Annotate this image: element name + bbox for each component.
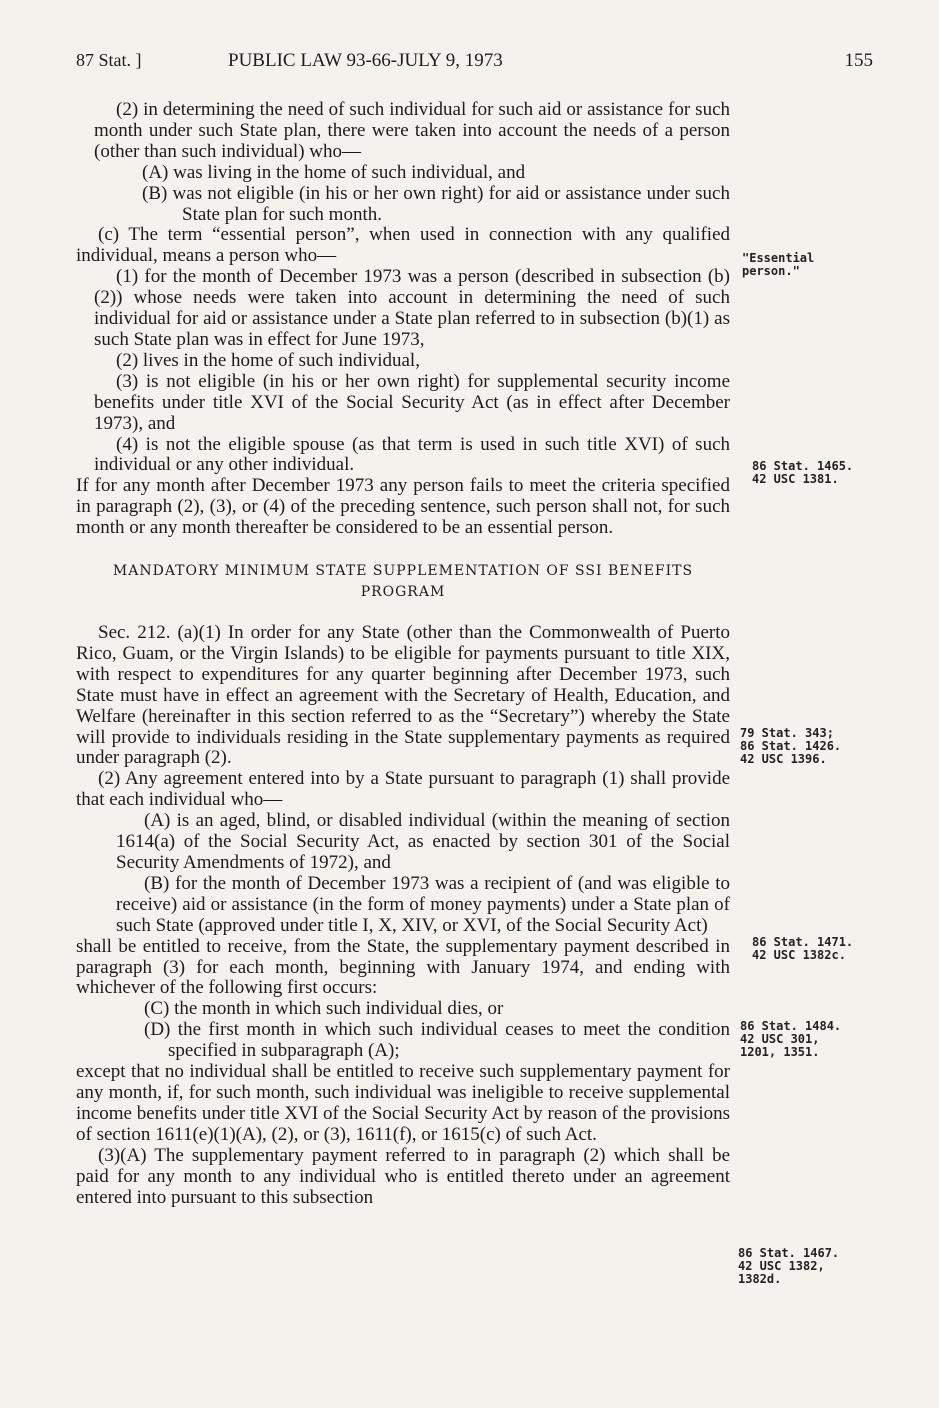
paragraph-a3: (3)(A) The supplementary payment referred to in paragraph (2) which shall be paid for any month to any individual who is entitled thereto under an agreement entered into pursuant to this subsection <box>76 1144 730 1208</box>
paragraph-c2: (2) lives in the home of such individual, <box>116 349 420 371</box>
paragraph-c3: (3) is not eligible (in his or her own right) for supplemental security income benefits under title XVI of the Social Security Act (as in effect after December 1973), and <box>94 370 730 434</box>
running-title: PUBLIC LAW 93-66-JULY 9, 1973 <box>228 50 503 71</box>
paragraph-a2: (2) Any agreement entered into by a State pursuant to paragraph (1) shall provide that each individual who— <box>76 768 730 811</box>
paragraph-c-closing: If for any month after December 1973 any person fails to meet the criteria specified in paragraph (2), (3), or (4) of the preceding sentence, such person shall not, for such month or any month thereafter be considered to be an essential person. <box>76 475 730 539</box>
paragraph-c1: (1) for the month of December 1973 was a person (described in subsection (b)(2)) whose needs were taken into account in determining the need of such individual for aid or assistance under a State plan referred to in subsection (b)(1) as such State plan was in effect for June 1973, <box>94 266 730 350</box>
paragraph-a2b: (B) for the month of December 1973 was a recipient of (and was eligible to receive) aid or assistance (in the form of money payments) under a State plan of such State (approved under title I, X, XIV, or XVI, of the Social Security Act) <box>116 872 730 936</box>
margin-note-citation: 86 Stat. 1467. 42 USC 1382, 1382d. <box>738 1246 840 1286</box>
stat-reference: 87 Stat. ] <box>76 50 142 70</box>
page-header <box>76 50 876 80</box>
paragraph-a2c: (C) the month in which such individual dies, or <box>144 998 504 1020</box>
page-body <box>76 100 730 1208</box>
paragraph-b2: (2) in determining the need of such individual for such aid or assistance for such month under such State plan, there were taken into account the needs of a person (other than such individual) who— <box>94 99 730 162</box>
paragraph-a2-exception: except that no individual shall be entitled to receive such supplementary payment for any month, if, for such month, such individual was ineligible to receive supplemental income benefits under title XVI of the Social Security Act by reason of the provisions of section 1611(e)(1)(A), (2), or (3), 1611(f), or 1615(c) of such Act. <box>76 1061 730 1145</box>
paragraph-c4: (4) is not the eligible spouse (as that term is used in such title XVI) of such individual or any other individual. <box>94 433 730 476</box>
margin-note-citation: 86 Stat. 1465. 42 USC 1381. <box>752 459 854 486</box>
paragraph-a2d: (D) the first month in which such individual ceases to meet the condition specified in subparagraph (A); <box>144 1019 730 1062</box>
margin-note-citation: 79 Stat. 343; 86 Stat. 1426. 42 USC 1396. <box>740 726 842 766</box>
paragraph-b2a: (A) was living in the home of such individual, and <box>142 161 526 183</box>
paragraph-sec212a: Sec. 212. (a)(1) In order for any State (other than the Commonwealth of Puerto Rico, Guam, or the Virgin Islands) to be eligible for payments pursuant to title XIX, with respect to expenditures for any quarter beginning after December 1973, such State must have in effect an agreement with the Secretary of Health, Education, and Welfare (hereinafter in this section referred to as the “Secretary”) whereby the State will provide to individuals residing in the State supplementary payments as required under paragraph (2). <box>76 622 730 769</box>
section-heading: MANDATORY MINIMUM STATE SUPPLEMENTATION OF SSI BENEFITS PROGRAM <box>112 563 694 601</box>
paragraph-c: (c) The term “essential person”, when used in connection with any qualified individual, means a person who— <box>76 224 730 267</box>
paragraph-a2a: (A) is an aged, blind, or disabled individual (within the meaning of section 1614(a) of the Social Security Act, as enacted by section 301 of the Social Security Amendments of 1972), and <box>116 810 730 873</box>
paragraph-b2b: (B) was not eligible (in his or her own right) for aid or assistance under such State plan for such month. <box>142 182 730 225</box>
page-number: 155 <box>844 50 873 71</box>
margin-note-citation: 86 Stat. 1484. 42 USC 301, 1201, 1351. <box>740 1019 842 1059</box>
margin-note-essential-person: "Essential person." <box>742 251 815 278</box>
margin-note-citation: 86 Stat. 1471. 42 USC 1382c. <box>752 935 854 962</box>
paragraph-a2-continuation: shall be entitled to receive, from the State, the supplementary payment described in paragraph (3) for each month, beginning with January 1974, and ending with whichever of the following first occurs: <box>76 935 730 999</box>
